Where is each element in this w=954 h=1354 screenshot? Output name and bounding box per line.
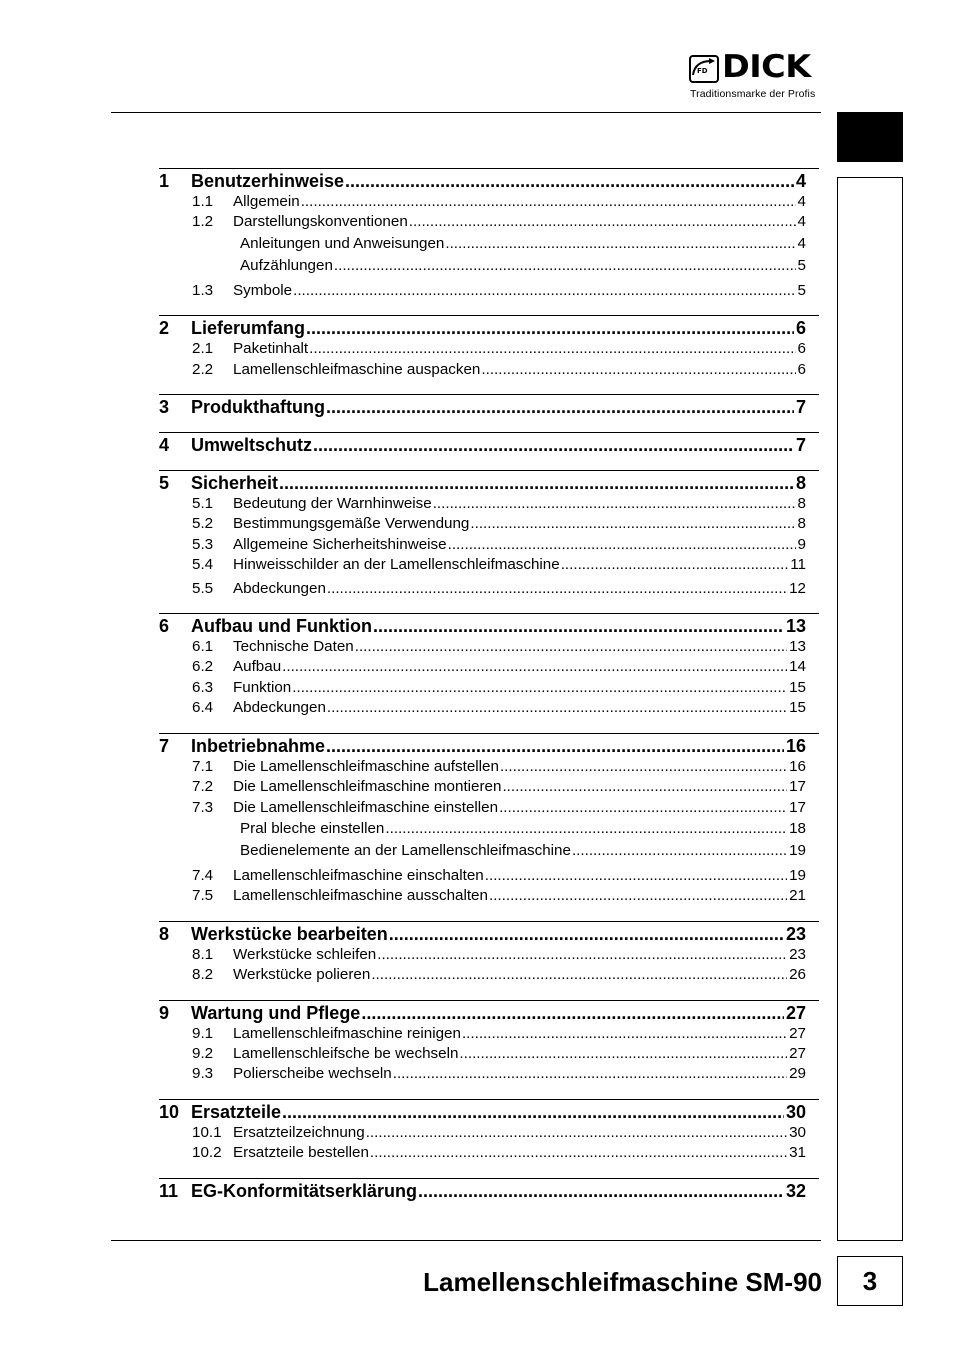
section-number: 1.3 bbox=[192, 281, 214, 299]
toc-chapter-entry[interactable] bbox=[159, 434, 819, 456]
section-number: 2.2 bbox=[192, 360, 214, 378]
toc-chapter-entry[interactable] bbox=[159, 615, 819, 637]
toc-section-entry[interactable] bbox=[159, 339, 819, 359]
chapter-number: 1 bbox=[159, 171, 170, 191]
section-title: Die Lamellenschleifmaschine montieren bbox=[233, 778, 502, 796]
chapter-title: Benutzerhinweise bbox=[191, 171, 345, 191]
section-number: 6.3 bbox=[192, 678, 214, 696]
toc-section-entry[interactable] bbox=[159, 886, 819, 906]
toc-section-entry[interactable] bbox=[159, 535, 819, 555]
section-title: Lamellenschleifmaschine auspacken bbox=[233, 360, 481, 378]
chapter-page: 8 bbox=[795, 473, 806, 494]
toc-section-entry[interactable] bbox=[159, 777, 819, 797]
dot-leader bbox=[366, 1123, 787, 1143]
section-title: Polierscheibe wechseln bbox=[233, 1065, 392, 1083]
toc-section-entry[interactable] bbox=[159, 494, 819, 514]
toc-section-entry[interactable] bbox=[159, 866, 819, 886]
section-page: 5 bbox=[797, 281, 806, 299]
section-title: Aufzählungen bbox=[240, 257, 333, 275]
section-title: Lamellenschleifmaschine einschalten bbox=[233, 866, 484, 884]
chapter-number: 7 bbox=[159, 735, 170, 756]
dot-leader bbox=[327, 698, 787, 718]
chapter-title: Produkthaftung bbox=[191, 397, 325, 418]
toc-chapter-entry[interactable] bbox=[159, 472, 819, 494]
section-title: Aufbau bbox=[233, 658, 282, 676]
toc-chapter bbox=[159, 1000, 819, 1085]
chapter-title: Werkstücke bearbeiten bbox=[191, 923, 388, 944]
toc-chapter-entry[interactable] bbox=[159, 1101, 819, 1123]
chapter-title: Aufbau und Funktion bbox=[191, 616, 372, 637]
dot-leader bbox=[377, 945, 787, 965]
section-number: 7.2 bbox=[192, 778, 214, 796]
section-number: 7.1 bbox=[192, 757, 214, 775]
section-page: 4 bbox=[797, 234, 806, 252]
chapter-title: Ersatzteile bbox=[191, 1101, 282, 1122]
dot-leader bbox=[361, 1002, 784, 1024]
section-page: 26 bbox=[789, 966, 806, 984]
section-number: 5.3 bbox=[192, 535, 214, 553]
section-number: 6.4 bbox=[192, 699, 214, 717]
dot-leader bbox=[327, 579, 787, 599]
section-page: 15 bbox=[789, 678, 806, 696]
section-number: 9.1 bbox=[192, 1024, 214, 1042]
toc-chapter-entry[interactable] bbox=[159, 317, 819, 339]
section-page: 4 bbox=[797, 193, 806, 210]
section-number: 9.2 bbox=[192, 1044, 214, 1062]
section-title: Bedienelemente an der Lamellenschleifmaschine bbox=[240, 842, 571, 860]
toc-chapter-entry[interactable] bbox=[159, 1180, 819, 1202]
section-number: 7.4 bbox=[192, 866, 214, 884]
toc-section-entry[interactable] bbox=[159, 1143, 819, 1163]
toc-section-entry[interactable] bbox=[159, 212, 819, 232]
section-number: 7.3 bbox=[192, 798, 214, 816]
section-page: 31 bbox=[789, 1144, 806, 1162]
dick-logo-mark-icon bbox=[689, 55, 719, 83]
toc-chapter bbox=[159, 394, 819, 418]
section-page: 19 bbox=[789, 866, 806, 884]
section-page: 19 bbox=[789, 842, 806, 860]
side-margin-box bbox=[837, 177, 903, 1241]
toc-chapter bbox=[159, 470, 819, 599]
section-title: Technische Daten bbox=[233, 638, 354, 656]
dot-leader bbox=[282, 1101, 784, 1123]
toc-section-entry[interactable] bbox=[159, 192, 819, 212]
svg-text:FD: FD bbox=[697, 67, 708, 75]
dot-leader bbox=[489, 886, 787, 906]
toc-section-entry[interactable] bbox=[159, 678, 819, 698]
footer-document-title: Lamellenschleifmaschine SM-90 bbox=[423, 1267, 822, 1297]
dot-leader bbox=[409, 212, 796, 232]
section-number: 5.4 bbox=[192, 556, 214, 574]
section-number: 5.5 bbox=[192, 579, 214, 597]
chapter-page: 7 bbox=[795, 397, 806, 418]
section-title: Werkstücke schleifen bbox=[233, 945, 377, 963]
dot-leader bbox=[334, 255, 796, 278]
dot-leader bbox=[292, 678, 787, 698]
section-title: Symbole bbox=[233, 281, 293, 299]
toc-chapter bbox=[159, 315, 819, 380]
section-page: 5 bbox=[797, 257, 806, 275]
toc-chapter-entry[interactable] bbox=[159, 170, 819, 192]
section-number: 9.3 bbox=[192, 1065, 214, 1083]
dot-leader bbox=[326, 735, 784, 757]
toc-section-entry[interactable] bbox=[159, 360, 819, 380]
chapter-page: 6 bbox=[795, 318, 806, 339]
dot-leader bbox=[389, 923, 784, 945]
section-page: 21 bbox=[789, 887, 806, 905]
toc-section-entry[interactable] bbox=[159, 555, 819, 575]
dot-leader bbox=[301, 192, 796, 212]
toc-section-entry[interactable] bbox=[159, 965, 819, 985]
section-number: 6.2 bbox=[192, 658, 214, 676]
footer-rule bbox=[111, 1240, 821, 1241]
dot-leader bbox=[373, 615, 784, 637]
chapter-page: 16 bbox=[785, 735, 806, 756]
brand-logo bbox=[689, 49, 821, 102]
toc-section-entry[interactable] bbox=[159, 514, 819, 534]
toc-section-entry[interactable] bbox=[159, 1064, 819, 1084]
section-page: 23 bbox=[789, 945, 806, 963]
dot-leader bbox=[385, 818, 787, 841]
chapter-title: Inbetriebnahme bbox=[191, 735, 326, 756]
section-title: Bestimmungsgemäße Verwendung bbox=[233, 515, 470, 533]
dot-leader bbox=[445, 233, 795, 256]
toc-section-entry[interactable] bbox=[159, 579, 819, 599]
toc-section-entry[interactable] bbox=[159, 281, 819, 301]
chapter-title: EG-Konformitätserklärung bbox=[191, 1180, 418, 1201]
dot-leader bbox=[418, 1180, 784, 1202]
chapter-page: 7 bbox=[795, 435, 806, 456]
header-rule bbox=[111, 112, 821, 113]
section-number: 10.1 bbox=[192, 1123, 222, 1141]
section-page: 30 bbox=[789, 1123, 806, 1141]
chapter-number: 3 bbox=[159, 397, 170, 418]
section-title: Hinweisschilder an der Lamellenschleifmaschine bbox=[233, 556, 560, 574]
dot-leader bbox=[393, 1064, 787, 1084]
chapter-number: 10 bbox=[159, 1101, 180, 1122]
toc-chapter bbox=[159, 1178, 819, 1202]
chapter-number: 5 bbox=[159, 473, 170, 494]
chapter-page: 30 bbox=[785, 1101, 806, 1122]
section-number: 5.2 bbox=[192, 515, 214, 533]
section-title: Allgemein bbox=[233, 193, 300, 210]
dot-leader bbox=[502, 777, 787, 797]
dot-leader bbox=[293, 281, 795, 301]
section-title: Allgemeine Sicherheitshinweise bbox=[233, 535, 447, 553]
section-number: 1.2 bbox=[192, 213, 214, 231]
toc-section-entry[interactable] bbox=[159, 757, 819, 777]
toc-section-entry[interactable] bbox=[159, 657, 819, 677]
section-title: Lamellenschleifmaschine ausschalten bbox=[233, 887, 488, 905]
section-title: Ersatzteilzeichnung bbox=[233, 1123, 365, 1141]
section-page: 29 bbox=[789, 1065, 806, 1083]
toc-subsubsection-entry[interactable] bbox=[159, 233, 819, 256]
toc-subsubsection-entry[interactable] bbox=[159, 818, 819, 841]
dot-leader bbox=[561, 555, 789, 575]
chapter-page: 23 bbox=[785, 923, 806, 944]
page-number: 3 bbox=[862, 1265, 878, 1296]
chapter-number: 9 bbox=[159, 1002, 170, 1023]
dot-leader bbox=[313, 434, 794, 456]
dot-leader bbox=[485, 866, 787, 886]
dot-leader bbox=[306, 317, 794, 339]
toc-section-entry[interactable] bbox=[159, 1123, 819, 1143]
chapter-number: 8 bbox=[159, 923, 170, 944]
dot-leader bbox=[481, 360, 795, 380]
dot-leader bbox=[370, 1143, 787, 1163]
chapter-number: 2 bbox=[159, 318, 170, 339]
chapter-title: Umweltschutz bbox=[191, 435, 313, 456]
dot-leader bbox=[500, 757, 787, 777]
table-of-contents bbox=[159, 168, 819, 1216]
toc-chapter-entry[interactable] bbox=[159, 735, 819, 757]
toc-chapter bbox=[159, 432, 819, 456]
section-page: 27 bbox=[789, 1024, 806, 1042]
dot-leader bbox=[282, 657, 787, 677]
toc-chapter-entry[interactable] bbox=[159, 923, 819, 945]
dot-leader bbox=[326, 396, 794, 418]
toc-section-entry[interactable] bbox=[159, 798, 819, 818]
section-title: Funktion bbox=[233, 678, 292, 696]
section-number: 10.2 bbox=[192, 1144, 222, 1162]
section-title: Werkstücke polieren bbox=[233, 966, 371, 984]
dot-leader bbox=[345, 170, 794, 192]
section-number: 5.1 bbox=[192, 495, 214, 513]
chapter-page: 27 bbox=[785, 1002, 806, 1023]
toc-chapter-entry[interactable] bbox=[159, 1002, 819, 1024]
section-page: 9 bbox=[797, 535, 806, 553]
chapter-number: 6 bbox=[159, 616, 170, 637]
section-title: Abdeckungen bbox=[233, 579, 326, 597]
toc-section-entry[interactable] bbox=[159, 637, 819, 657]
dot-leader bbox=[371, 965, 787, 985]
brand-name: DICK bbox=[722, 49, 811, 85]
section-title: Paketinhalt bbox=[233, 340, 309, 358]
section-page: 17 bbox=[789, 778, 806, 796]
dot-leader bbox=[433, 494, 796, 514]
toc-subsubsection-entry[interactable] bbox=[159, 255, 819, 278]
section-title: Ersatzteile bestellen bbox=[233, 1144, 369, 1162]
section-title: Abdeckungen bbox=[233, 699, 326, 717]
section-number: 8.2 bbox=[192, 966, 214, 984]
section-number: 6.1 bbox=[192, 638, 214, 656]
dot-leader bbox=[309, 339, 795, 359]
chapter-title: Wartung und Pflege bbox=[191, 1002, 361, 1023]
brand-tagline: Traditionsmarke der Profis bbox=[690, 88, 816, 100]
section-page: 6 bbox=[797, 360, 806, 378]
section-page: 13 bbox=[789, 638, 806, 656]
toc-section-entry[interactable] bbox=[159, 945, 819, 965]
chapter-number: 11 bbox=[159, 1180, 179, 1201]
toc-section-entry[interactable] bbox=[159, 698, 819, 718]
chapter-title: Sicherheit bbox=[191, 473, 279, 494]
section-page: 15 bbox=[789, 699, 806, 717]
section-title: Lamellenschleifmaschine reinigen bbox=[233, 1024, 461, 1042]
dot-leader bbox=[470, 514, 795, 534]
section-number: 2.1 bbox=[192, 340, 214, 358]
toc-section-entry[interactable] bbox=[159, 1044, 819, 1064]
section-title: Pral bleche einstellen bbox=[240, 819, 385, 837]
section-page: 6 bbox=[797, 340, 806, 358]
toc-chapter bbox=[159, 921, 819, 986]
section-page: 11 bbox=[790, 556, 806, 574]
toc-subsubsection-entry[interactable] bbox=[159, 840, 819, 863]
section-page: 4 bbox=[797, 213, 806, 231]
chapter-page: 32 bbox=[785, 1180, 806, 1201]
chapter-page: 13 bbox=[785, 616, 806, 637]
dot-leader bbox=[459, 1044, 787, 1064]
chapter-number: 4 bbox=[159, 435, 170, 456]
section-title: Lamellenschleifsche be wechseln bbox=[233, 1044, 459, 1062]
toc-chapter bbox=[159, 168, 819, 301]
section-page: 8 bbox=[797, 495, 806, 513]
chapter-tab-marker bbox=[837, 112, 903, 162]
section-number: 8.1 bbox=[192, 945, 214, 963]
section-page: 14 bbox=[789, 658, 806, 676]
toc-section-entry[interactable] bbox=[159, 1024, 819, 1044]
toc-chapter-entry[interactable] bbox=[159, 396, 819, 418]
section-page: 8 bbox=[797, 515, 806, 533]
section-title: Die Lamellenschleifmaschine einstellen bbox=[233, 798, 499, 816]
dot-leader bbox=[572, 840, 787, 863]
dot-leader bbox=[462, 1024, 787, 1044]
section-page: 18 bbox=[789, 819, 806, 837]
section-page: 16 bbox=[789, 757, 806, 775]
section-page: 17 bbox=[789, 798, 806, 816]
section-title: Bedeutung der Warnhinweise bbox=[233, 495, 432, 513]
section-title: Anleitungen und Anweisungen bbox=[240, 234, 445, 252]
page-number-box bbox=[837, 1256, 903, 1306]
section-number: 7.5 bbox=[192, 887, 214, 905]
section-title: Darstellungskonventionen bbox=[233, 213, 408, 231]
toc-chapter bbox=[159, 613, 819, 719]
chapter-title: Lieferumfang bbox=[191, 318, 306, 339]
dot-leader bbox=[499, 798, 787, 818]
toc-chapter bbox=[159, 1099, 819, 1164]
section-title: Die Lamellenschleifmaschine aufstellen bbox=[233, 757, 499, 775]
toc-chapter bbox=[159, 733, 819, 907]
dot-leader bbox=[355, 637, 787, 657]
section-page: 27 bbox=[789, 1044, 806, 1062]
section-number: 1.1 bbox=[192, 193, 214, 210]
chapter-page: 4 bbox=[795, 171, 806, 191]
dot-leader bbox=[448, 535, 796, 555]
section-page: 12 bbox=[789, 579, 806, 597]
dot-leader bbox=[279, 472, 794, 494]
